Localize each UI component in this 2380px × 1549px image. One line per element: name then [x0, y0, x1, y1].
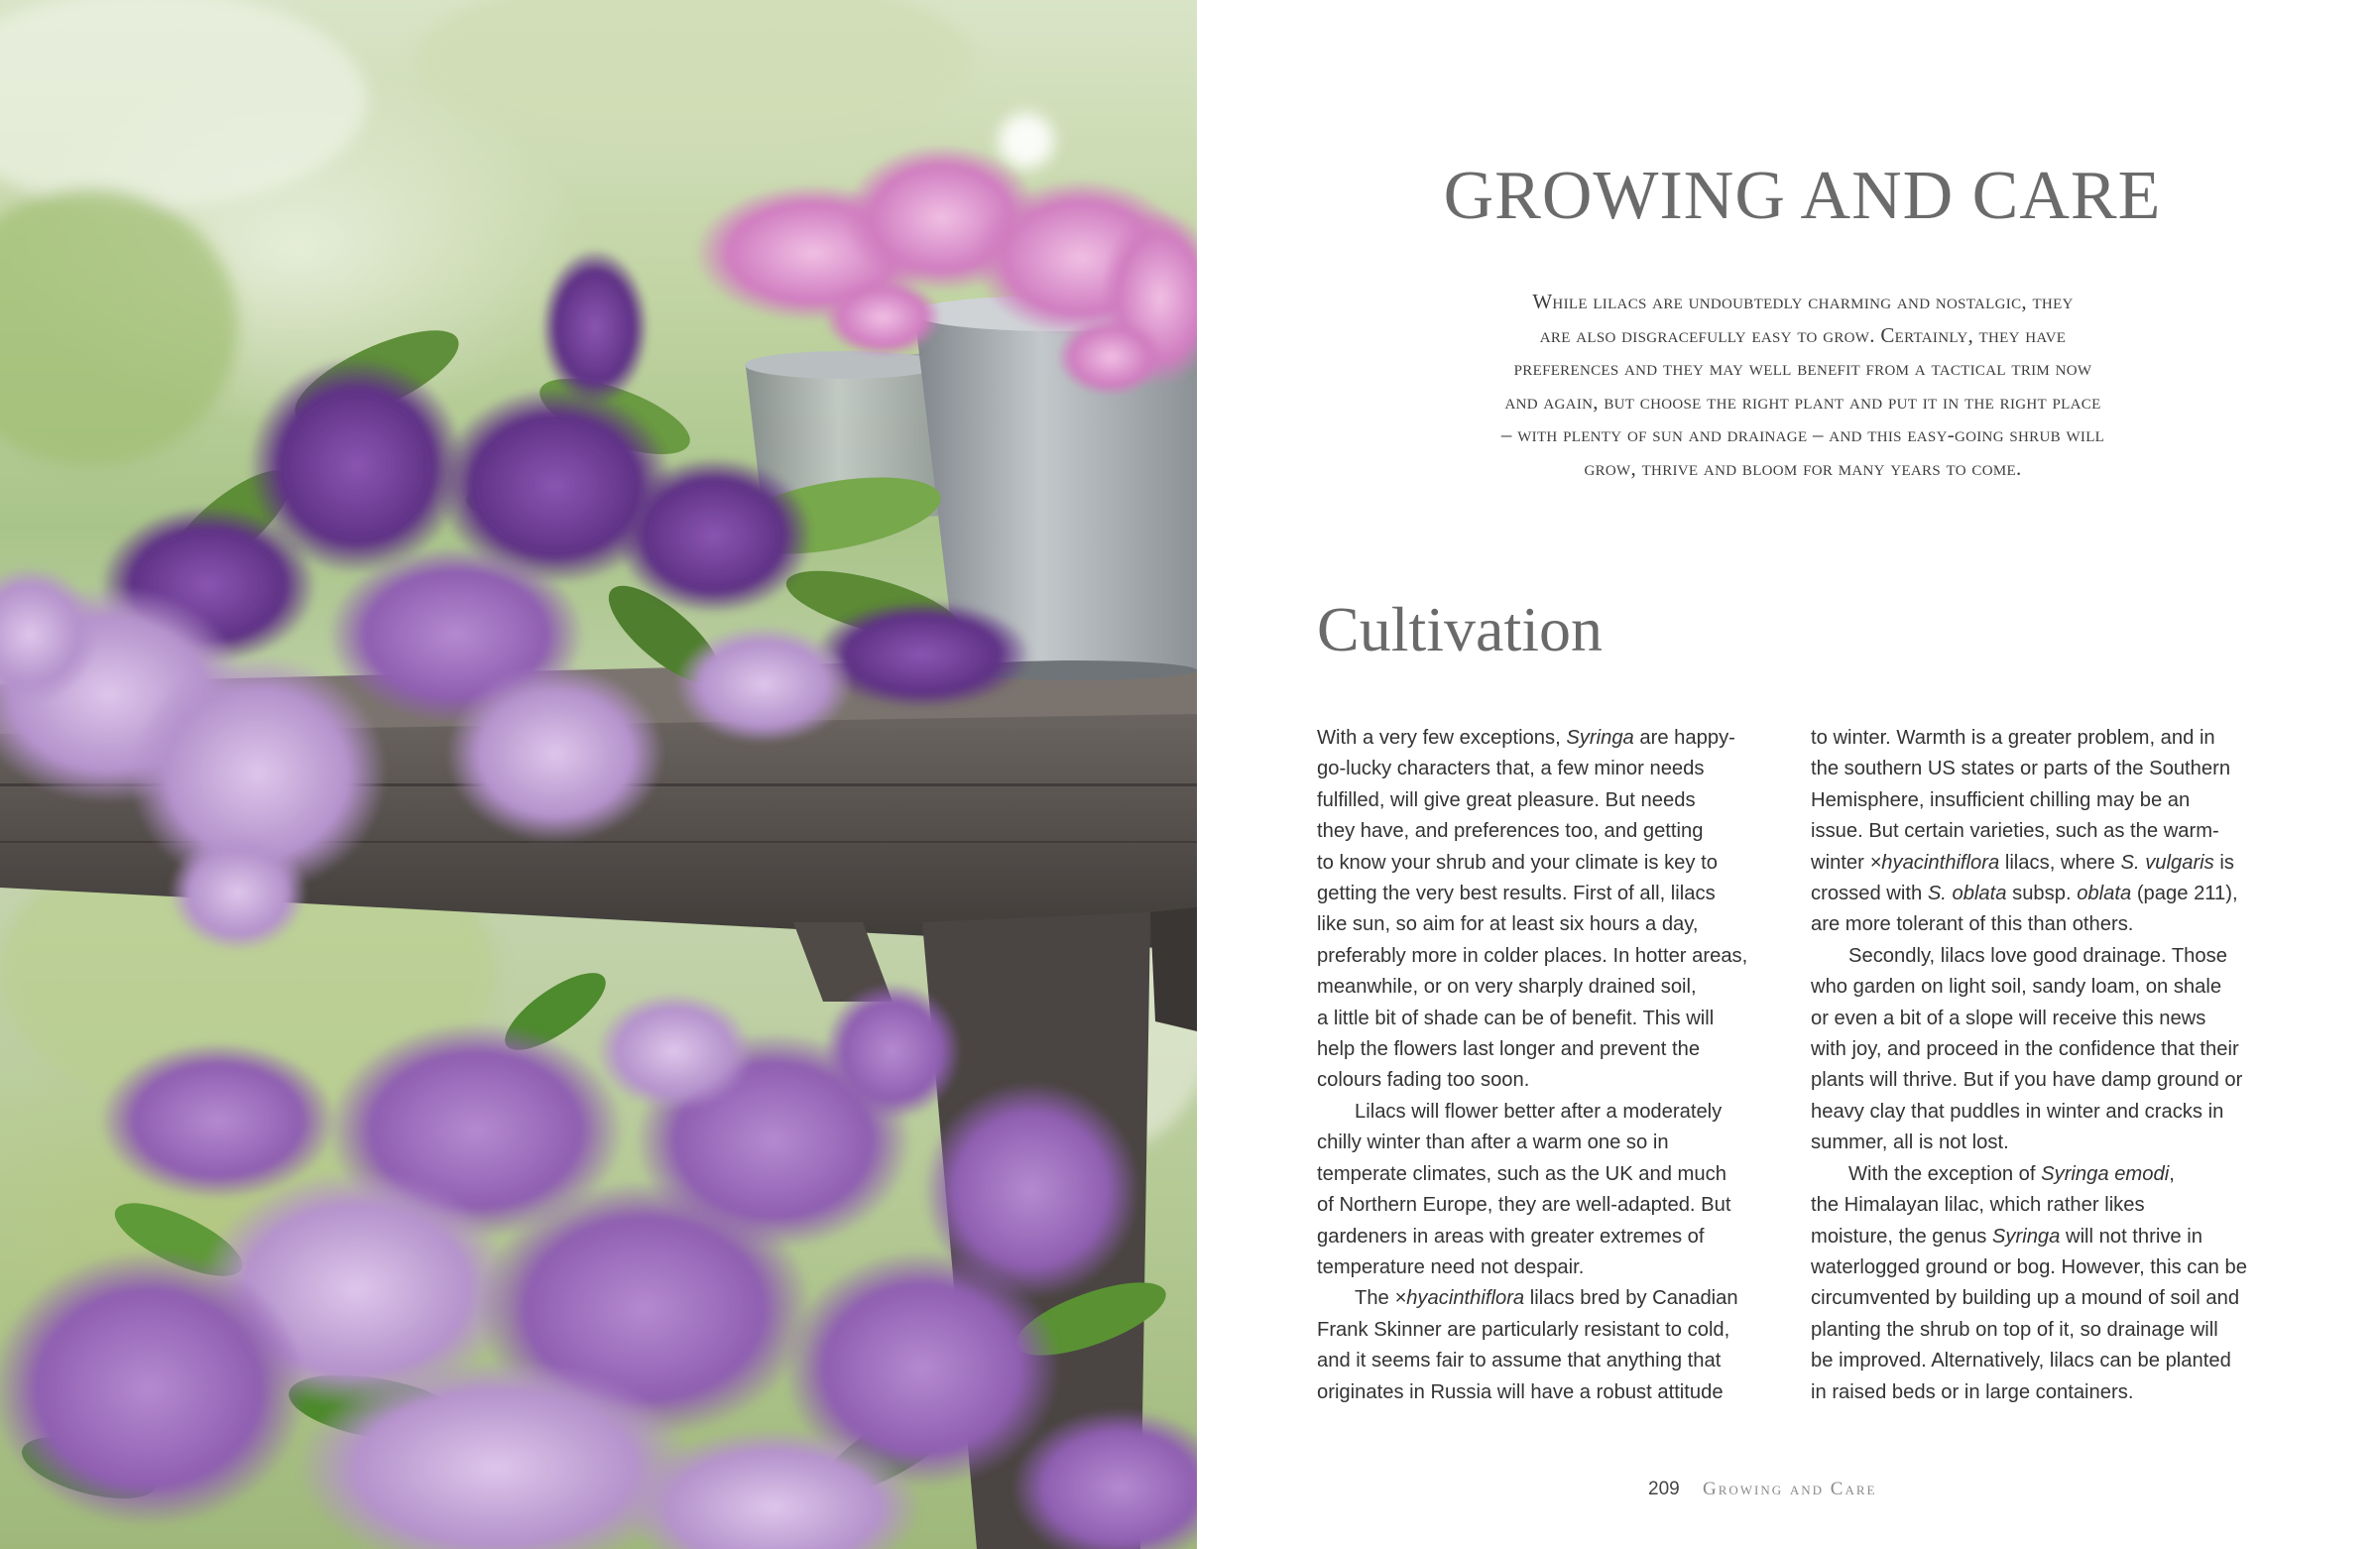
body-text-line: chilly winter than after a warm one so in: [1317, 1132, 1669, 1154]
body-text-line: the southern US states or parts of the Southern: [1811, 758, 2231, 780]
chapter-heading: GROWING AND CARE: [1443, 158, 2162, 234]
body-text-line: heavy clay that puddles in winter and cracks in: [1811, 1100, 2224, 1123]
body-text-line: getting the very best results. First of all, lilacs: [1317, 883, 1716, 905]
body-text-line: preferably more in colder places. In hotter areas,: [1317, 944, 1748, 967]
body-text-line: to know your shrub and your climate is key to: [1317, 851, 1718, 874]
body-text-line: to winter. Warmth is a greater problem, and in: [1811, 727, 2215, 749]
body-text-line: of Northern Europe, they are well-adapted. But: [1317, 1194, 1731, 1217]
intro-paragraph: [1415, 286, 2191, 485]
text-page: [1197, 0, 2380, 1549]
body-text-line: gardeners in areas with greater extremes of: [1317, 1225, 1705, 1248]
body-text-line: circumvented by building up a mound of soil and: [1811, 1287, 2240, 1310]
section-heading: Cultivation: [1317, 594, 1603, 664]
body-text-line: a little bit of shade can be of benefit. This will: [1317, 1007, 1715, 1029]
body-column-left: [1317, 723, 1813, 1408]
body-text-line: fulfilled, will give great pleasure. But needs: [1317, 788, 1696, 811]
body-text-line: or even a bit of a slope will receive this news: [1811, 1007, 2206, 1029]
body-text-line: meanwhile, or on very sharply drained soil,: [1317, 976, 1697, 999]
intro-line: and again, but choose the right plant and put it in the right place: [1504, 389, 2101, 414]
body-text-line: With the exception of Syringa emodi,: [1848, 1162, 2175, 1185]
body-text-line: winter ×hyacinthiflora lilacs, where S. vulgaris is: [1811, 851, 2234, 874]
body-text-line: help the flowers last longer and prevent the: [1317, 1038, 1701, 1061]
body-text-line: be improved. Alternatively, lilacs can be planted: [1811, 1350, 2231, 1372]
body-text-line: plants will thrive. But if you have damp ground or: [1811, 1069, 2243, 1092]
body-text-line: like sun, so aim for at least six hours a day,: [1317, 913, 1699, 936]
body-text-line: issue. But certain varieties, such as the warm-: [1811, 820, 2219, 843]
intro-line: grow, thrive and bloom for many years to come.: [1584, 455, 2022, 480]
body-column-right: [1811, 723, 2317, 1408]
page-number: 209: [1648, 1479, 1680, 1499]
body-text-line: temperate climates, such as the UK and much: [1317, 1162, 1726, 1185]
body-text-line: Frank Skinner are particularly resistant to cold,: [1317, 1318, 1730, 1341]
body-text-line: with joy, and proceed in the confidence that their: [1811, 1038, 2239, 1061]
body-text-line: in raised beds or in large containers.: [1811, 1380, 2134, 1403]
page-footer: [1648, 1479, 1876, 1500]
body-text-line: waterlogged ground or bog. However, this can be: [1811, 1255, 2247, 1278]
body-text-line: Lilacs will flower better after a moderately: [1355, 1100, 1723, 1123]
body-text-line: planting the shrub on top of it, so drainage will: [1811, 1318, 2218, 1341]
body-text-line: summer, all is not lost.: [1811, 1132, 2009, 1154]
body-text-line: the Himalayan lilac, which rather likes: [1811, 1194, 2145, 1217]
body-text-line: colours fading too soon.: [1317, 1069, 1530, 1092]
body-text-line: Hemisphere, insufficient chilling may be an: [1811, 788, 2191, 811]
running-head: Growing and Care: [1702, 1479, 1877, 1499]
body-text-line: and it seems fair to assume that anything that: [1317, 1350, 1722, 1372]
body-text-line: Secondly, lilacs love good drainage. Those: [1848, 944, 2227, 967]
body-text-line: who garden on light soil, sandy loam, on shale: [1811, 976, 2222, 999]
intro-line: are also disgracefully easy to grow. Certainly, they have: [1539, 322, 2067, 347]
body-text-line: crossed with S. oblata subsp. oblata (page 211),: [1811, 883, 2238, 905]
body-text-line: are more tolerant of this than others.: [1811, 913, 2134, 936]
body-text-line: originates in Russia will have a robust attitude: [1317, 1380, 1724, 1403]
intro-line: While lilacs are undoubtedly charming and nostalgic, they: [1532, 290, 2074, 313]
body-text-line: go-lucky characters that, a few minor needs: [1317, 758, 1705, 780]
body-text-line: The ×hyacinthiflora lilacs bred by Canadian: [1355, 1287, 1738, 1310]
body-text-line: moisture, the genus Syringa will not thrive in: [1811, 1225, 2202, 1248]
body-text-line: temperature need not despair.: [1317, 1255, 1585, 1278]
intro-line: – with plenty of sun and drainage – and this easy-going shrub will: [1500, 422, 2105, 446]
intro-line: preferences and they may well benefit from a tactical trim now: [1513, 356, 2092, 380]
body-text-line: With a very few exceptions, Syringa are happy-: [1317, 727, 1735, 749]
body-text-line: they have, and preferences too, and getting: [1317, 820, 1704, 843]
